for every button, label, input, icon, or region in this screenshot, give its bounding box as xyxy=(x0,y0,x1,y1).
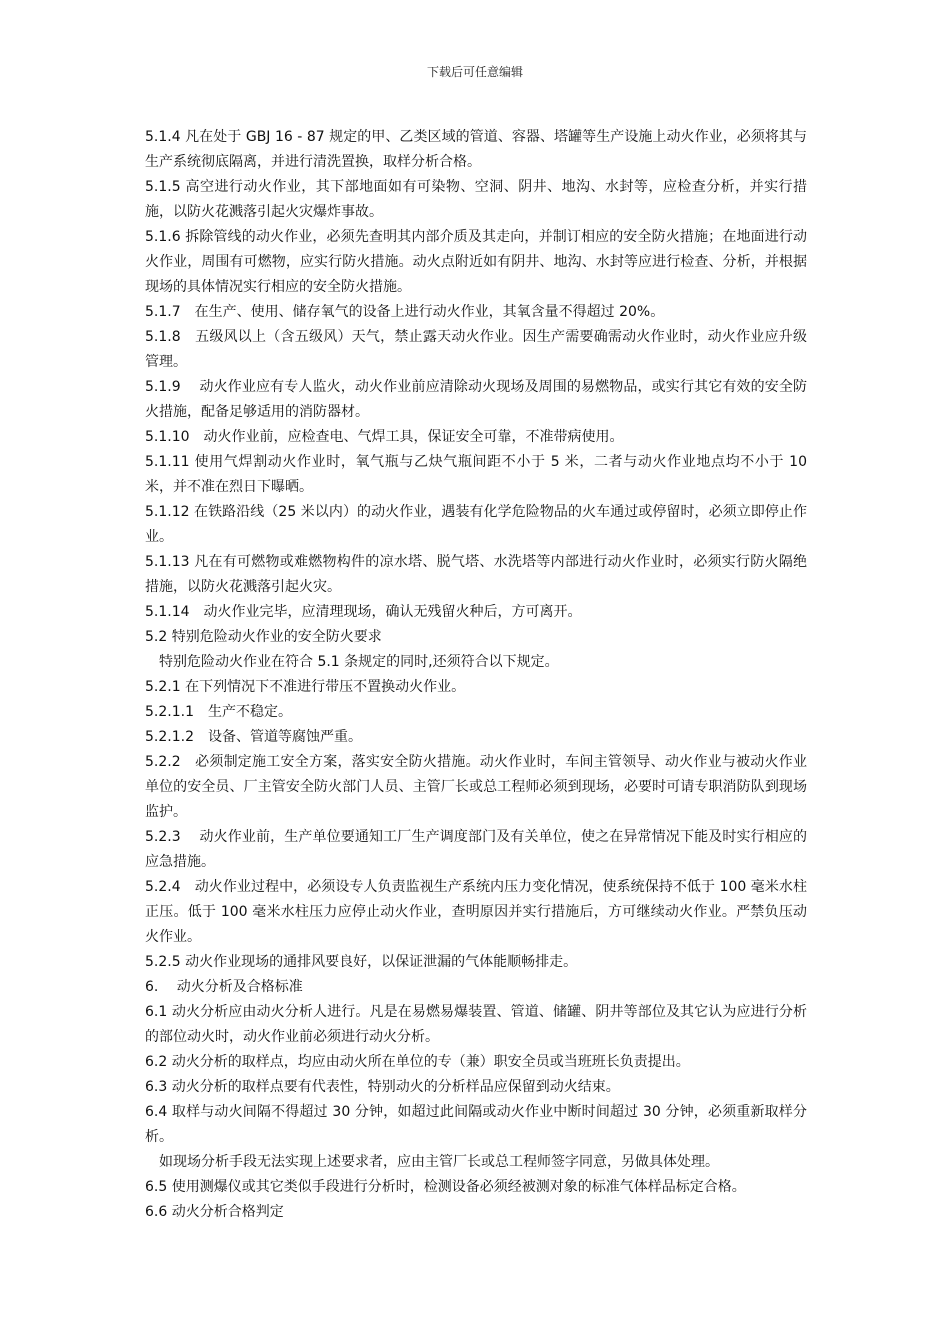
document-paragraph: 5.2.1.1 生产不稳定。 xyxy=(145,704,292,720)
document-paragraph: 5.2.1 在下列情况下不准进行带压不置换动火作业。 xyxy=(145,679,466,695)
document-paragraph: 5.1.6 拆除管线的动火作业，必须先查明其内部介质及其走向，并制订相应的安全防火措施；在地面进行动火作业，周围有可燃物，应实行防火措施。动火点附近如有阴井、地沟、水封等应进行检查、分析，并根据现场的具体情况实行相应的安全防火措施。 xyxy=(145,229,807,295)
document-paragraph: 6. 动火分析及合格标准 xyxy=(145,979,303,995)
document-paragraph: 5.2.5 动火作业现场的通排风要良好，以保证泄漏的气体能顺畅排走。 xyxy=(145,954,578,970)
document-paragraph: 6.2 动火分析的取样点，均应由动火所在单位的专（兼）职安全员或当班班长负责提出。 xyxy=(145,1054,690,1070)
document-paragraph: 6.1 动火分析应由动火分析人进行。凡是在易燃易爆装置、管道、储罐、阴井等部位及其它认为应进行分析的部位动火时，动火作业前必须进行动火分析。 xyxy=(145,1004,807,1045)
document-paragraph: 5.1.5 高空进行动火作业，其下部地面如有可染物、空洞、阴井、地沟、水封等，应检查分析，并实行措施，以防火花溅落引起火灾爆炸事故。 xyxy=(145,179,807,220)
document-paragraph: 特别危险动火作业在符合 5.1 条规定的同时,还须符合以下规定。 xyxy=(159,654,559,670)
document-paragraph: 5.2.4 动火作业过程中，必须设专人负责监视生产系统内压力变化情况，使系统保持不低于 100 毫米水柱正压。低于 100 毫米水柱压力应停止动火作业，查明原因并实行措施后，方可继续动火作业。严禁负压动火作业。 xyxy=(145,879,807,945)
document-paragraph: 5.1.12 在铁路沿线（25 米以内）的动火作业，遇装有化学危险物品的火车通过或停留时，必须立即停止作业。 xyxy=(145,504,807,545)
document-paragraph: 6.5 使用测爆仪或其它类似手段进行分析时，检测设备必须经被测对象的标准气体样品标定合格。 xyxy=(145,1179,746,1195)
document-paragraph: 5.1.7 在生产、使用、储存氧气的设备上进行动火作业，其氧含量不得超过 20%。 xyxy=(145,304,665,320)
document-paragraph: 5.1.8 五级风以上（含五级风）天气，禁止露天动火作业。因生产需要确需动火作业时，动火作业应升级管理。 xyxy=(145,329,807,370)
document-paragraph: 6.3 动火分析的取样点要有代表性，特别动火的分析样品应保留到动火结束。 xyxy=(145,1079,620,1095)
document-paragraph: 如现场分析手段无法实现上述要求者，应由主管厂长或总工程师签字同意，另做具体处理。 xyxy=(159,1154,719,1170)
document-paragraph: 5.2.1.2 设备、管道等腐蚀严重。 xyxy=(145,729,362,745)
document-paragraph: 6.6 动火分析合格判定 xyxy=(145,1204,284,1220)
document-paragraph: 5.1.11 使用气焊割动火作业时，氧气瓶与乙炔气瓶间距不小于 5 米，二者与动火作业地点均不小于 10 米，并不准在烈日下曝晒。 xyxy=(145,454,807,495)
document-paragraph: 5.1.10 动火作业前，应检查电、气焊工具，保证安全可靠，不准带病使用。 xyxy=(145,429,624,445)
document-paragraph: 5.2.3 动火作业前，生产单位要通知工厂生产调度部门及有关单位，使之在异常情况下能及时实行相应的应急措施。 xyxy=(145,829,807,870)
document-body xyxy=(145,125,807,1225)
document-paragraph: 5.1.13 凡在有可燃物或难燃物构件的凉水塔、脱气塔、水洗塔等内部进行动火作业时，必须实行防火隔绝措施，以防火花溅落引起火灾。 xyxy=(145,554,807,595)
document-paragraph: 5.1.14 动火作业完毕，应清理现场，确认无残留火种后，方可离开。 xyxy=(145,604,582,620)
document-paragraph: 5.1.9 动火作业应有专人监火，动火作业前应清除动火现场及周围的易燃物品，或实行其它有效的安全防火措施，配备足够适用的消防器材。 xyxy=(145,379,807,420)
document-paragraph: 5.2 特别危险动火作业的安全防火要求 xyxy=(145,629,382,645)
document-paragraph: 6.4 取样与动火间隔不得超过 30 分钟，如超过此间隔或动火作业中断时间超过 30 分钟，必须重新取样分析。 xyxy=(145,1104,807,1145)
document-paragraph: 5.2.2 必须制定施工安全方案，落实安全防火措施。动火作业时，车间主管领导、动火作业与被动火作业单位的安全员、厂主管安全防火部门人员、主管厂长或总工程师必须到现场，必要时可请专职消防队到现场监护。 xyxy=(145,754,807,820)
page-header: 下载后可任意编辑 xyxy=(426,65,523,79)
document-paragraph: 5.1.4 凡在处于 GBJ 16 - 87 规定的甲、乙类区域的管道、容器、塔罐等生产设施上动火作业，必须将其与生产系统彻底隔离，并进行清洗置换，取样分析合格。 xyxy=(145,129,807,170)
